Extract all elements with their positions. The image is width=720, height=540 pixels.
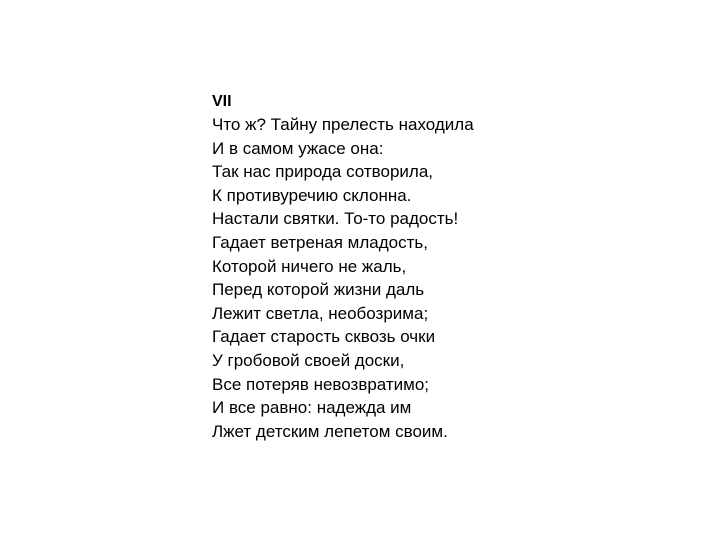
poem-line: Что ж? Тайну прелесть находила	[212, 115, 474, 134]
poem-line: Которой ничего не жаль,	[212, 256, 407, 276]
poem-line: К противуречию склонна.	[212, 185, 412, 205]
poem-line: Лжет детским лепетом своим.	[212, 421, 448, 441]
poem-lines	[212, 113, 572, 443]
poem-line: Все потеряв невозвратимо;	[212, 374, 430, 394]
poem-line: Лежит светла, необозрима;	[212, 303, 429, 323]
poem-line: И все равно: надежда им	[212, 398, 412, 418]
poem-line: Настали святки. То-то радость!	[212, 209, 459, 229]
poem-line: Гадает ветреная младость,	[212, 232, 428, 252]
poem-line: И в самом ужасе она:	[212, 138, 384, 158]
poem-line: Перед которой жизни даль	[212, 280, 425, 300]
poem-line: Гадает старость сквозь очки	[212, 327, 436, 347]
poem-line: Так нас природа сотворила,	[212, 162, 433, 182]
poem-line: У гробовой своей доски,	[212, 350, 405, 370]
stanza-title: VII	[212, 93, 232, 110]
poem-block	[212, 90, 572, 443]
